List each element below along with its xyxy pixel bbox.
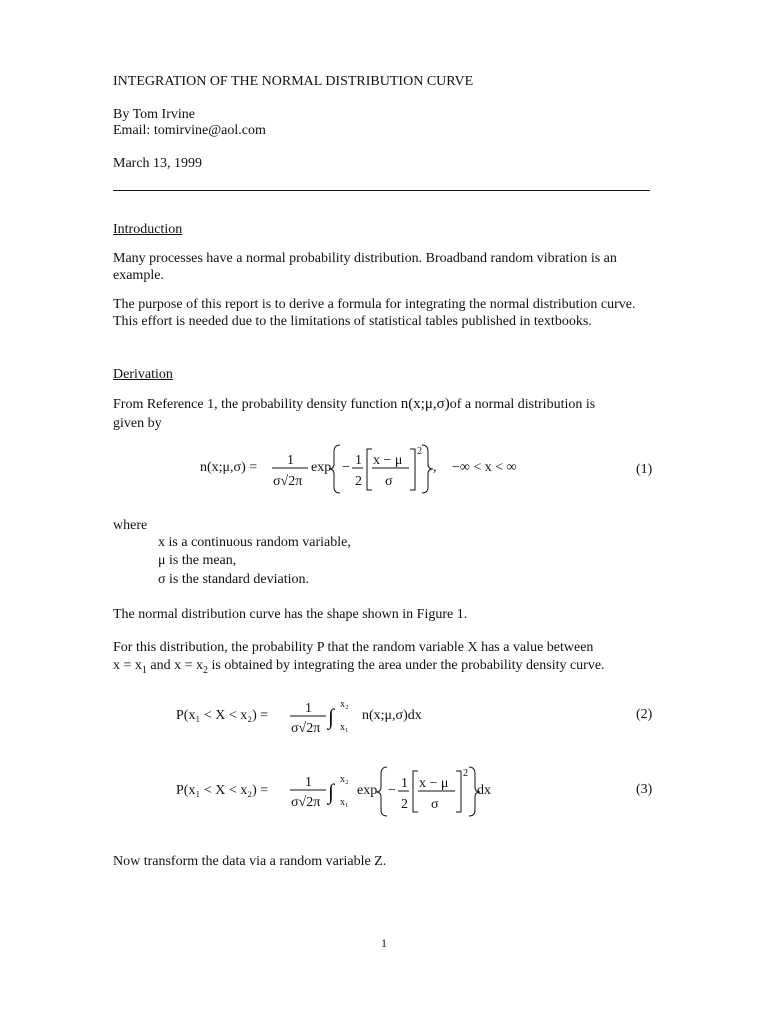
derivation-heading: Derivation [113, 367, 173, 382]
eq3-exp: exp [357, 783, 378, 798]
eq3-lower-limit: x₁ [340, 797, 349, 808]
eq3-lhs: P(x₁ < X < x₂) = [176, 783, 269, 798]
derivation-text-after: of a normal distribution is [449, 397, 596, 412]
eq3-half-numerator: 1 [401, 776, 408, 791]
eq1-bracket-denominator: σ [385, 474, 393, 489]
eq2-integrand: n(x;μ,σ)dx [362, 708, 422, 723]
equation-2 [176, 692, 466, 747]
eq3-bracket-denominator: σ [431, 797, 439, 812]
eq2-fraction-denominator: σ√2π [291, 721, 321, 736]
eq2-upper-limit: x₂ [340, 699, 349, 710]
eq3-integral-sign: ∫ [328, 779, 335, 804]
and-x-equals-x: and x = x [146, 658, 204, 673]
eq2-fraction-numerator: 1 [305, 701, 312, 716]
eq1-fraction-denominator: σ√2π [273, 474, 303, 489]
eq1-lhs: n(x;μ,σ) = [200, 460, 258, 475]
header-divider [113, 190, 650, 191]
equation-1 [200, 440, 540, 505]
subscript-1: 1 [141, 664, 147, 676]
eq1-exp: exp [311, 460, 332, 475]
definition-mu: μ is the mean, [158, 553, 237, 568]
integration-text: is obtained by integrating the area under the probability density curve. [208, 658, 605, 673]
derivation-paragraph-4: Now transform the data via a random variable Z. [113, 854, 387, 869]
eq1-half-denominator: 2 [355, 474, 362, 489]
eq1-power: 2 [417, 446, 422, 457]
introduction-heading: Introduction [113, 222, 183, 237]
eq3-minus: − [388, 783, 396, 798]
intro-paragraph-1: Many processes have a normal probability distribution. Broadband random vibration is an example. [113, 251, 617, 283]
document-title: INTEGRATION OF THE NORMAL DISTRIBUTION CURVE [113, 74, 474, 89]
equation-2-number: (2) [636, 707, 653, 722]
definition-x: x is a continuous random variable, [158, 535, 351, 550]
eq1-minus: − [342, 460, 350, 475]
eq2-integral-sign: ∫ [328, 704, 335, 729]
eq3-fraction-denominator: σ√2π [291, 795, 321, 810]
eq3-half-denominator: 2 [401, 797, 408, 812]
subscript-2: 2 [203, 664, 209, 676]
date-line: March 13, 1999 [113, 156, 203, 171]
definition-sigma: σ is the standard deviation. [158, 572, 310, 587]
derivation-text-before: From Reference 1, the probability density function [113, 397, 398, 412]
eq1-comma: , [433, 460, 437, 475]
eq2-lower-limit: x₁ [340, 722, 349, 733]
eq3-dx: dx [477, 783, 491, 798]
derivation-paragraph-2: The normal distribution curve has the shape shown in Figure 1. [113, 607, 468, 622]
eq1-bracket-numerator: x − μ [373, 453, 403, 468]
equation-1-number: (1) [636, 462, 653, 477]
eq1-half-numerator: 1 [355, 453, 362, 468]
eq1-fraction-numerator: 1 [287, 453, 294, 468]
intro-paragraph-2: The purpose of this report is to derive a formula for integrating the normal distribution curve. This effort is needed due to the limitations of statistical tables published in textbooks. [113, 297, 636, 329]
derivation-paragraph-1-line-2: given by [113, 416, 162, 431]
eq3-upper-limit: x₂ [340, 774, 349, 785]
eq3-bracket-numerator: x − μ [419, 776, 449, 791]
eq2-lhs: P(x₁ < X < x₂) = [176, 708, 269, 723]
eq3-fraction-numerator: 1 [305, 775, 312, 790]
x-equals-x: x = x [113, 658, 142, 673]
equation-3 [176, 758, 506, 823]
derivation-paragraph-3-line-1: For this distribution, the probability P that the random variable X has a value between [113, 640, 594, 655]
derivation-paragraph-3-line-2 [113, 657, 605, 679]
eq1-domain: −∞ < x < ∞ [452, 460, 517, 475]
derivation-paragraph-1-line-1 [113, 396, 595, 413]
density-function-symbol: n(x;μ,σ) [400, 396, 450, 412]
page-number: 1 [381, 936, 387, 950]
email-line: Email: tomirvine@aol.com [113, 123, 266, 138]
equation-3-number: (3) [636, 782, 653, 797]
where-label: where [113, 518, 148, 533]
author-line: By Tom Irvine [113, 107, 195, 122]
eq3-power: 2 [463, 768, 468, 779]
